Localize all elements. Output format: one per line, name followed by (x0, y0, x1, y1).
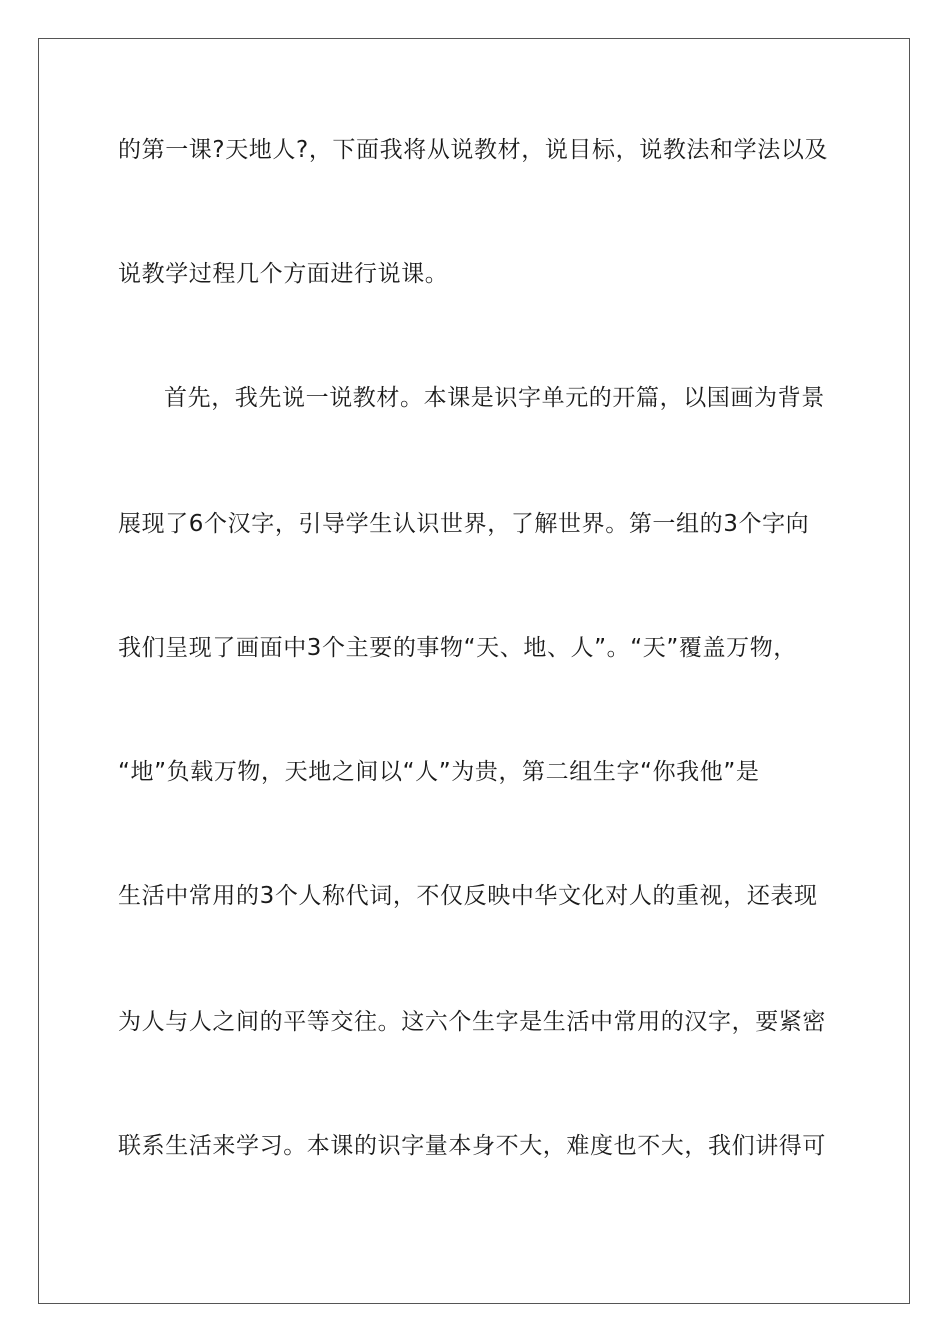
paragraph-first-line: 首先，我先说一说教材。本课是识字单元的开篇，以国画为背景 (164, 385, 825, 411)
body-text-line: 说教学过程几个方面进行说课。 (118, 261, 449, 287)
body-text-line: 的第一课?天地人?，下面我将从说教材，说目标，说教法和学法以及 (118, 137, 829, 163)
body-text-line: 我们呈现了画面中3个主要的事物“天、地、人”。“天”覆盖万物， (118, 635, 797, 661)
body-text-line: “地”负载万物，天地之间以“人”为贵，第二组生字“你我他”是 (118, 759, 760, 785)
body-text-line: 生活中常用的3个人称代词，不仅反映中华文化对人的重视，还表现 (118, 883, 818, 909)
body-text-line: 展现了6个汉字，引导学生认识世界，了解世界。第一组的3个字向 (118, 511, 810, 537)
body-text-line: 联系生活来学习。本课的识字量本身不大，难度也不大，我们讲得可 (118, 1133, 826, 1159)
body-text-line: 为人与人之间的平等交往。这六个生字是生活中常用的汉字，要紧密 (118, 1009, 826, 1035)
page-border (38, 38, 910, 1304)
